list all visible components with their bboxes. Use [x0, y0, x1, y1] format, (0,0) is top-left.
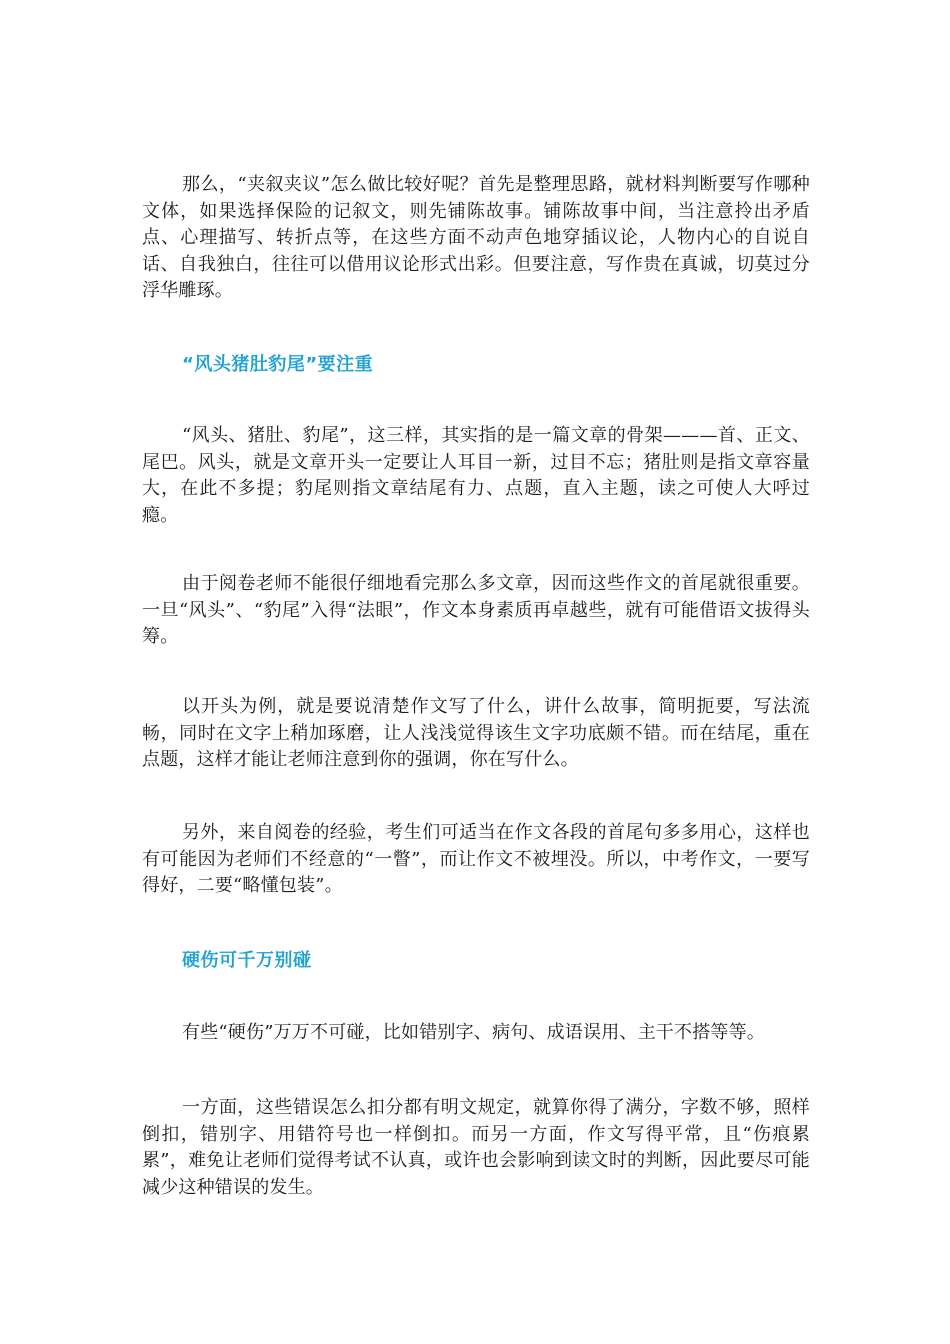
section-heading-structure: “风头猪肚豹尾”要注重: [182, 354, 374, 375]
section-heading-errors: 硬伤可千万别碰: [182, 950, 312, 971]
paragraph-grading-importance: 由于阅卷老师不能很仔细地看完那么多文章，因而这些作文的首尾就很重要。一旦“风头”、“豹尾”入得“法眼”，作文本身素质再卓越些，就有可能借语文拔得头筹。: [142, 573, 810, 647]
paragraph-structure-definition: “风头、猪肚、豹尾”，这三样，其实指的是一篇文章的骨架———首、正文、尾巴。风头，就是文章开头一定要让人耳目一新，过目不忘；猪肚则是指文章容量大，在此不多提；豹尾则指文章结尾有力、点题，直入主题，读之可使人大呼过瘾。: [142, 425, 810, 526]
paragraph-opening-example: 以开头为例，就是要说清楚作文写了什么，讲什么故事，简明扼要，写法流畅，同时在文字上稍加琢磨，让人浅浅觉得该生文字功底颇不错。而在结尾，重在点题，这样才能让老师注意到你的强调，你在写什么。: [142, 696, 810, 770]
paragraph-error-penalties: 一方面，这些错误怎么扣分都有明文规定，就算你得了满分，字数不够，照样倒扣，错别字、用错符号也一样倒扣。而另一方面，作文写得平常，且“伤痕累累”，难免让老师们觉得考试不认真，或许也会影响到读文时的判断，因此要尽可能减少这种错误的发生。: [142, 1097, 810, 1198]
paragraph-narrative-discussion: 那么，“夹叙夹议”怎么做比较好呢？首先是整理思路，就材料判断要写作哪种文体，如果选择保险的记叙文，则先铺陈故事。铺陈故事中间，当注意拎出矛盾点、心理描写、转折点等，在这些方面不动声色地穿插议论，人物内心的自说自话、自我独白，往往可以借用议论形式出彩。但要注意，写作贵在真诚，切莫过分浮华雕琢。: [142, 174, 810, 301]
paragraph-grading-experience: 另外，来自阅卷的经验，考生们可适当在作文各段的首尾句多多用心，这样也有可能因为老师们不经意的“一瞥”，而让作文不被埋没。所以，中考作文，一要写得好，二要“略懂包装”。: [142, 822, 810, 896]
paragraph-hard-errors: 有些“硬伤”万万不可碰，比如错别字、病句、成语误用、主干不搭等等。: [182, 1022, 766, 1043]
